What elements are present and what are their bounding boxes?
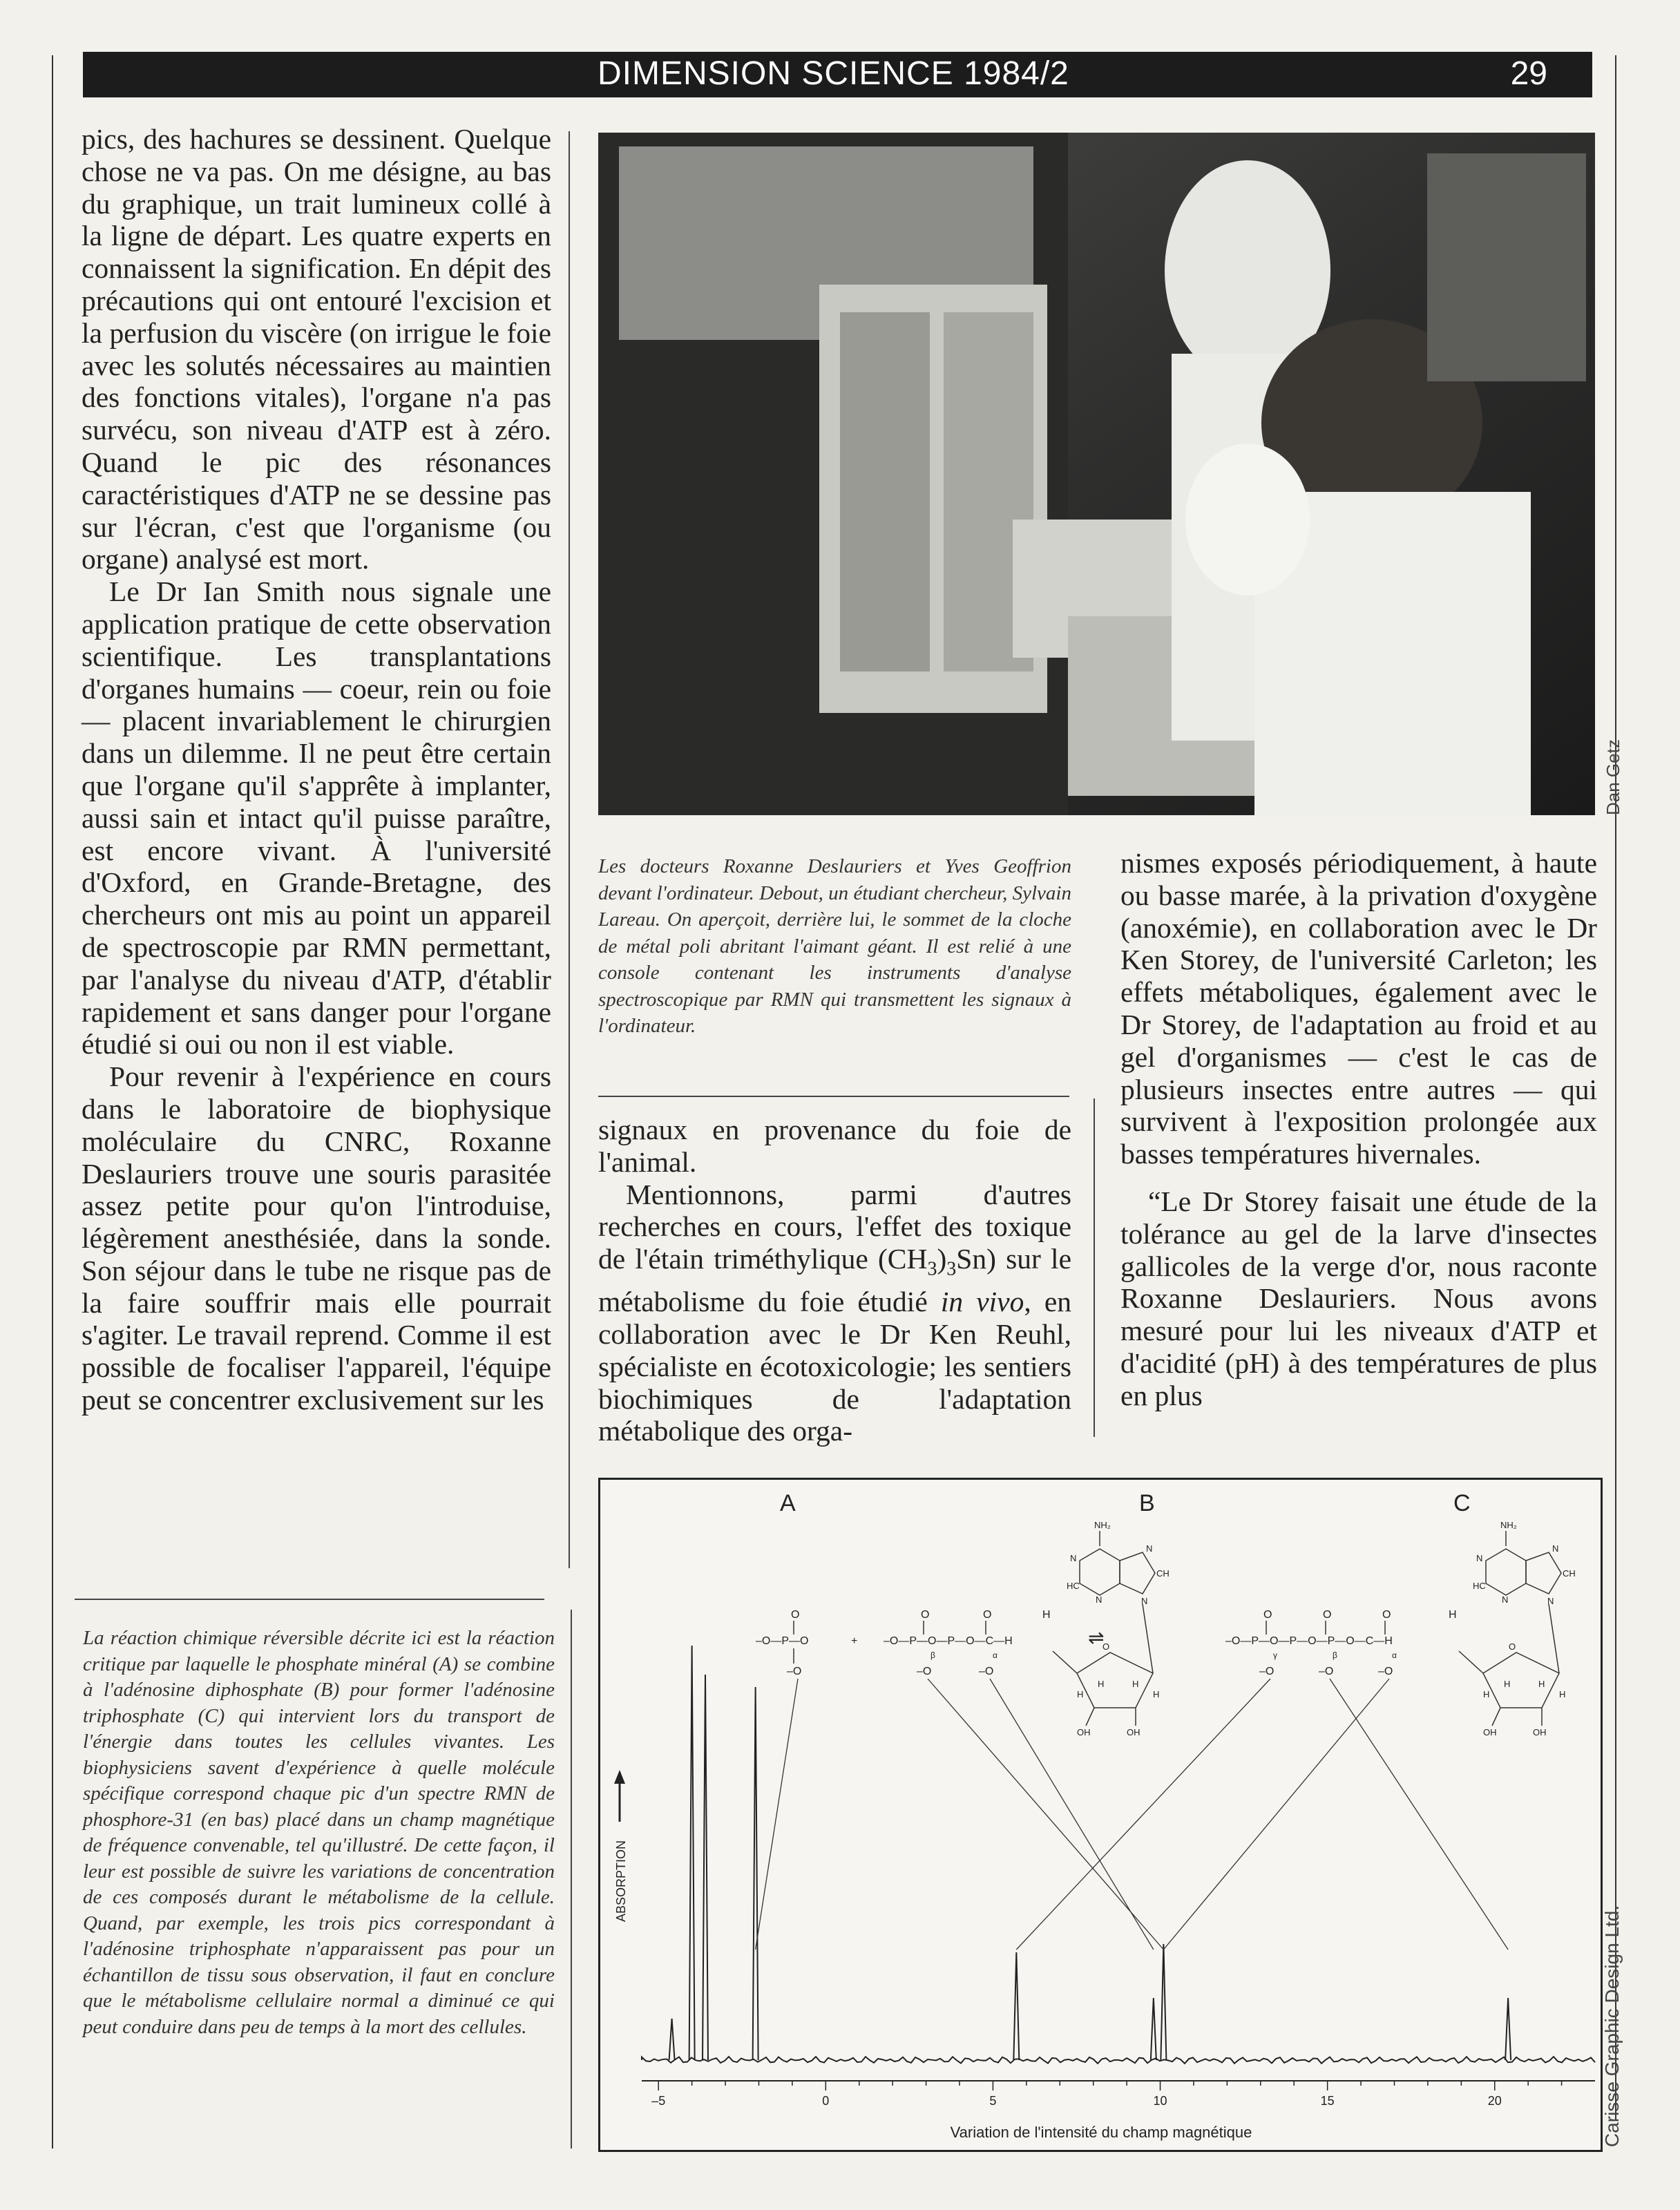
nmr-diagram — [600, 1480, 1601, 2150]
spectrum-peak — [1013, 1952, 1019, 2060]
peak-connector-line — [1016, 1679, 1270, 1950]
svg-text:–O: –O — [1319, 1666, 1334, 1677]
svg-text:β: β — [1333, 1650, 1337, 1660]
x-axis-label: Variation de l'intensité du champ magnétique — [950, 2124, 1252, 2141]
page-number: 29 — [1510, 55, 1547, 92]
column-separator — [1094, 1098, 1095, 1437]
peak-connector-line — [1330, 1679, 1511, 1950]
peak-connector-line — [1163, 1679, 1389, 1950]
peak-connector-line — [990, 1679, 1154, 1950]
svg-text:CH: CH — [1156, 1568, 1170, 1579]
svg-text:H: H — [1042, 1609, 1051, 1621]
svg-text:–O: –O — [787, 1666, 802, 1677]
paragraph: Mentionnons, parmi d'autres recherches en cours, l'effet des toxique de l'étain triméthylique $(CH_3)_3Sn$) sur le métabolisme du foie étudié in vivo, en collaboration avec le Dr Ken Reuhl, spécialiste en écotoxicologie; les sentiers biochimiques de l'adaptation métabolique des orga- — [598, 1178, 1071, 1447]
svg-text:–O: –O — [1378, 1666, 1393, 1677]
spectrum-peak — [669, 2019, 675, 2060]
svg-text:+: + — [851, 1635, 858, 1647]
x-tick-label: 15 — [1320, 2094, 1335, 2108]
spectrum-peak — [1151, 1998, 1156, 2060]
column-separator — [569, 131, 570, 1568]
caption-separator — [571, 1610, 572, 2149]
caption-rule — [75, 1599, 544, 1600]
svg-text:O: O — [1382, 1609, 1391, 1621]
svg-text:–O: –O — [1259, 1666, 1275, 1677]
svg-text:NH₂: NH₂ — [1500, 1520, 1517, 1530]
svg-text:HC: HC — [1067, 1581, 1080, 1591]
svg-text:OH: OH — [1533, 1727, 1547, 1737]
svg-text:H: H — [1483, 1689, 1490, 1699]
photo-caption-rule — [598, 1096, 1069, 1097]
paragraph: Le Dr Ian Smith nous signale une application pratique de cette observation scientifique. Les transplantations d'organes humains — coeur, rein ou foie — placent invariablement le chirurgien dans un dilemme. Il ne peut être certain que l'organe qu'il s'apprête à implanter, aussi sain et intact qu'il puisse paraître, est encore vivant. À l'université d'Oxford, en Grande-Bretagne, des chercheurs ont mis au point un appareil de spectroscopie par RMN permettant, par l'analyse du niveau d'ATP, d'établir rapidement et sans danger pour l'organe étudié si oui ou non il est viable. — [82, 575, 551, 1060]
spectrum-plot — [642, 1646, 1595, 2108]
x-tick-label: 0 — [822, 2094, 830, 2108]
paragraph: nismes exposés périodiquement, à haute ou basse marée, à la privation d'oxygène (anoxémie), en collaboration avec le Dr Ken Storey, de l'université Carleton; les effets métaboliques, également avec le Dr Storey, de l'adaptation au froid et au gel d'organismes — c'est le cas de plusieurs insectes entre autres — qui survivent à l'exposition prolongée aux basses températures hivernales. — [1120, 847, 1597, 1170]
page-header — [83, 52, 1592, 97]
svg-text:OH: OH — [1127, 1727, 1140, 1737]
spectrum-peak — [689, 1646, 695, 2060]
svg-text:–O—P—O—P—O—P—O—C—H: –O—P—O—P—O—P—O—C—H — [1225, 1635, 1393, 1647]
svg-text:⇌: ⇌ — [1088, 1627, 1105, 1648]
svg-text:β: β — [930, 1650, 935, 1660]
label-a: A — [780, 1490, 796, 1516]
spectrum-baseline — [642, 2057, 1595, 2064]
svg-text:H: H — [1504, 1679, 1511, 1689]
svg-text:N: N — [1552, 1543, 1559, 1554]
svg-text:O: O — [1102, 1641, 1110, 1652]
column-2 — [598, 1114, 1071, 1447]
right-margin-rule — [1615, 55, 1616, 2121]
label-b: B — [1139, 1490, 1155, 1516]
x-tick-label: 20 — [1487, 2094, 1502, 2108]
column-3 — [1120, 847, 1597, 1412]
svg-text:H: H — [1559, 1689, 1566, 1699]
svg-text:O: O — [1509, 1641, 1516, 1652]
svg-text:N: N — [1476, 1553, 1483, 1563]
peak-connector-line — [928, 1679, 1163, 1950]
svg-text:N: N — [1141, 1596, 1148, 1606]
svg-text:N: N — [1146, 1543, 1153, 1554]
svg-text:α: α — [993, 1650, 998, 1660]
svg-text:O: O — [1323, 1609, 1332, 1621]
svg-text:H: H — [1132, 1679, 1139, 1689]
svg-text:–O: –O — [979, 1666, 994, 1677]
svg-text:H: H — [1098, 1679, 1105, 1689]
svg-text:H: H — [1077, 1689, 1084, 1699]
svg-text:NH₂: NH₂ — [1094, 1520, 1111, 1530]
peak-connector-line — [756, 1679, 798, 1950]
paragraph: “Le Dr Storey faisait une étude de la tolérance au gel de la larve d'insectes gallicoles de la verge d'or, nous raconte Roxanne Deslauriers. Nous avons mesuré pour lui les niveaux d'ATP et d'acidité (pH) à des températures de plus en plus — [1120, 1185, 1597, 1411]
column-1 — [82, 123, 551, 1416]
svg-text:α: α — [1392, 1650, 1397, 1660]
x-tick-label: 5 — [989, 2094, 997, 2108]
svg-text:O: O — [1263, 1609, 1272, 1621]
svg-text:–O: –O — [917, 1666, 932, 1677]
svg-text:HC: HC — [1473, 1581, 1486, 1591]
label-c: C — [1453, 1490, 1471, 1516]
photo-caption: Les docteurs Roxanne Deslauriers et Yves Geoffrion devant l'ordinateur. Debout, un étudiant chercheur, Sylvain Lareau. On aperçoit, derrière lui, le sommet de la cloche de métal poli abritant l'aimant géant. Il est relié à une console contenant les instruments d'analyse spectroscopique par RMN qui transmettent les signaux à l'ordinateur. — [598, 855, 1071, 1037]
svg-text:O: O — [791, 1609, 800, 1621]
svg-text:N: N — [1070, 1553, 1077, 1563]
paragraph: pics, des hachures se dessinent. Quelque chose ne va pas. On me désigne, au bas du graphique, un trait lumineux collé à la ligne de départ. Les quatre experts en connaissent la signification. En dépit des précautions qui ont entouré l'excision et la perfusion du viscère (on irrigue le foie avec les solutés nécessaires au maintien des fonctions vitales), l'organe n'a pas survécu, son niveau d'ATP est à zéro. Quand le pic des résonances caractéristiques d'ATP ne se dessine pas sur l'écran, c'est que l'organisme (ou organe) analysé est mort. — [82, 123, 551, 575]
svg-text:O: O — [921, 1609, 930, 1621]
svg-text:CH: CH — [1563, 1568, 1576, 1579]
svg-text:OH: OH — [1483, 1727, 1497, 1737]
x-tick-label: –5 — [651, 2094, 666, 2108]
figure-credit: Carisse Graphic Design Ltd. — [1601, 1905, 1623, 2147]
nmr-figure — [598, 1478, 1603, 2152]
spectrum-peak — [703, 1675, 708, 2060]
photo-credit: Dan Getz — [1603, 739, 1623, 815]
svg-text:N: N — [1096, 1594, 1102, 1605]
y-axis-label: ABSORPTION — [614, 1840, 628, 1922]
x-tick-label: 10 — [1153, 2094, 1167, 2108]
svg-text:–O—P—O—P—O—C—H: –O—P—O—P—O—C—H — [884, 1635, 1013, 1647]
svg-text:N: N — [1502, 1594, 1509, 1605]
left-margin-rule — [52, 55, 53, 2149]
paragraph: signaux en provenance du foie de l'animal. — [598, 1114, 1071, 1178]
lab-photo — [598, 133, 1595, 815]
svg-text:O: O — [983, 1609, 992, 1621]
paragraph: Pour revenir à l'expérience en cours dans le laboratoire de biophysique moléculaire du CNRC, Roxanne Deslauriers trouve une souris parasitée assez petite pour qu'on l'introduise, légèrement anesthésiée, dans la sonde. Son séjour dans le tube ne risque pas de la faire souffrir mais elle pourrait s'agiter. Le travail reprend. Comme il est possible de focaliser l'appareil, l'équipe peut se concentrer exclusivement sur les — [82, 1060, 551, 1416]
svg-text:H: H — [1538, 1679, 1545, 1689]
svg-text:OH: OH — [1077, 1727, 1091, 1737]
svg-text:N: N — [1547, 1596, 1554, 1606]
svg-text:H: H — [1153, 1689, 1160, 1699]
spectrum-peak — [1161, 1944, 1166, 2060]
svg-text:H: H — [1449, 1609, 1457, 1621]
svg-text:–O—P—O: –O—P—O — [756, 1635, 809, 1647]
figure-caption: La réaction chimique réversible décrite ici est la réaction critique par laquelle le phosphate minéral (A) se combine à l'adénosine diphosphate (B) pour former l'adénosine triphosphate (C) qui intervient lors du transport de l'énergie dans toutes les cellules vivantes. Les biophysiciens savent d'expérience à quelle molécule spécifique correspond chaque pic d'un spectre RMN de phosphore-31 (en bas) placé dans un champ magnétique de fréquence convenable, tel qu'illustré. De cette façon, il leur est possible de suivre les variations de concentration de ces composés durant le métabolisme de la cellule. Quand, par exemple, les trois pics correspondant à l'adénosine triphosphate n'apparaissent pas pour un échantillon de tissu sous observation, il faut en conclure que le métabolisme cellulaire normal a diminué ce qui peut conduire dans peu de temps à la mort des cellules. — [83, 1627, 555, 2038]
svg-text:γ: γ — [1273, 1650, 1277, 1660]
magazine-title: DIMENSION SCIENCE 1984/2 — [598, 55, 1069, 92]
spectrum-peak — [1505, 1998, 1511, 2060]
spectrum-peak — [753, 1687, 758, 2060]
